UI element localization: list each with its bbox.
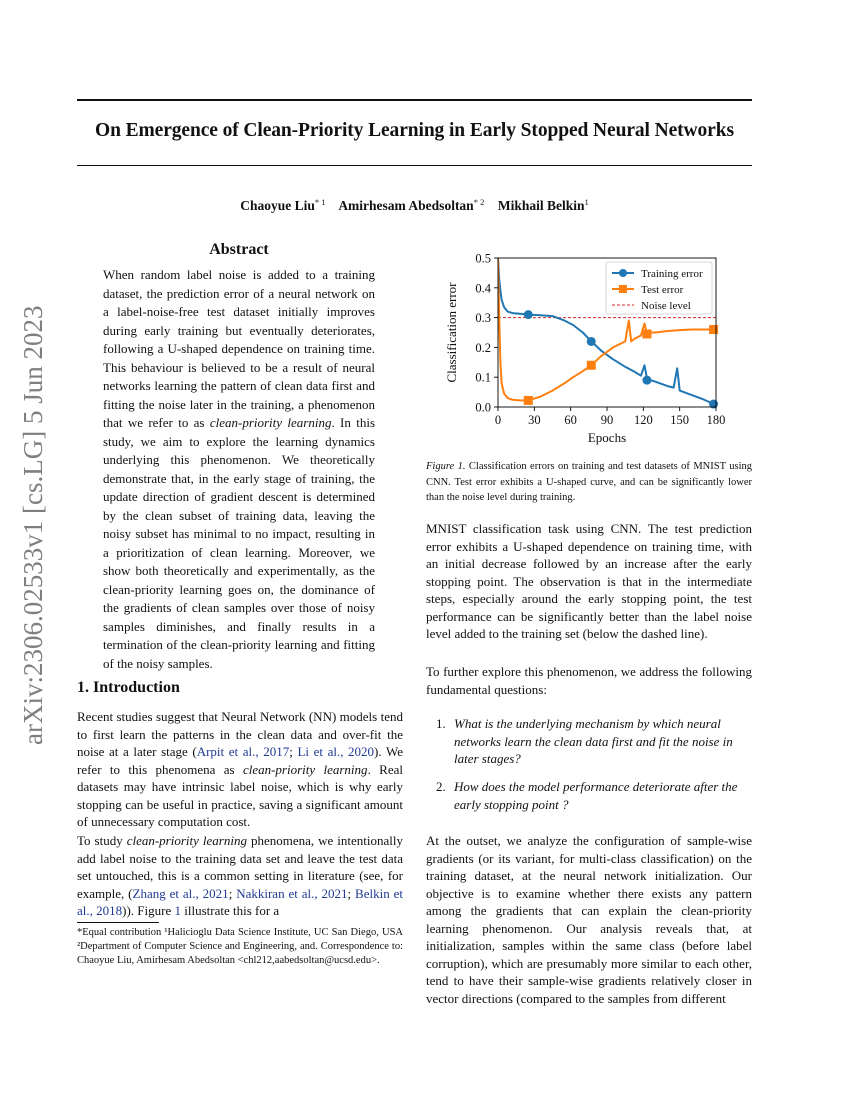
y-tick-label: 0.4: [475, 281, 491, 296]
y-tick-label: 0.1: [475, 370, 491, 385]
author-mark: * 2: [473, 197, 485, 207]
citation-link[interactable]: Li et al., 2020: [297, 744, 375, 759]
legend-label: Test error: [641, 284, 684, 296]
data-point: [587, 361, 596, 370]
x-axis-label: Epochs: [587, 430, 627, 445]
right-paragraph-1: MNIST classification task using CNN. The test prediction error exhibits a U-shaped dependence on training time, with an initial decrease followed by an increase after the early stopping point. The observation is that in the intermediate steps, especially around the early stopping point, the test performance can be significantly better than the label noise level added to the training set (below the dashed line).: [426, 521, 752, 641]
figure-caption: [426, 459, 752, 506]
text-run: phenomena, we intentionally add label noise to the training data set and leave the test data set untouched, this is a common setting in literature (see, for example, (: [77, 833, 403, 901]
footnote-rule: [77, 922, 159, 923]
citation-link[interactable]: Belkin et al., 2018: [77, 885, 403, 918]
legend-label: Training error: [641, 268, 703, 280]
author-name: Amirhesam Abedsoltan: [338, 198, 474, 213]
x-tick-label: 180: [706, 413, 726, 427]
data-point: [709, 325, 718, 334]
author-mark: 1: [584, 197, 589, 207]
text-run: ). We refer to this phenomena as: [77, 744, 403, 777]
author-mark: * 1: [314, 197, 326, 207]
data-point: [642, 329, 651, 338]
y-axis-label: Classification error: [444, 282, 459, 383]
legend-marker: [619, 269, 627, 277]
text-run: . Real datasets may have intrinsic label noise, which is why early stopping can be useful in practice, saving a significant amount of unnecessary computation cost.: [77, 761, 403, 829]
abstract-heading: Abstract: [209, 241, 269, 258]
x-tick-label: 30: [528, 413, 541, 427]
abstract-emphasis: clean-priority learning: [209, 415, 332, 430]
section-heading-introduction: 1. Introduction: [77, 679, 180, 696]
y-tick-label: 0.3: [475, 311, 491, 326]
data-point: [642, 376, 651, 385]
text-run: To study: [77, 833, 127, 848]
text-emphasis: clean-priority learning: [242, 761, 368, 777]
question-1: [436, 715, 752, 768]
citation-link[interactable]: Arpit et al., 2017: [196, 744, 290, 759]
caption-text: Classification errors on training and test datasets of MNIST using CNN. Test error exhibits a U-shaped curve, and can be significantly lower than the noise level during training.: [426, 461, 752, 503]
title-rule-bottom: [77, 165, 752, 166]
citation-link[interactable]: Nakkiran et al., 2021: [236, 885, 348, 901]
legend-label: Noise level: [641, 300, 691, 312]
text-run: illustrate this for a: [181, 903, 280, 918]
legend-marker: [619, 285, 627, 293]
x-tick-label: 150: [670, 413, 690, 427]
list-text: What is the underlying mechanism by which neural networks learn the clean data first and fit the noise in later stages?: [454, 716, 733, 766]
x-tick-label: 120: [633, 413, 653, 427]
data-point: [524, 396, 533, 405]
footnote: *Equal contribution ¹Halicioglu Data Science Institute, UC San Diego, USA ²Department of Computer Science and Engineering, and. Correspondence to: Chaoyue Liu, Amirhesam Abedsoltan <chl212,aabedsoltan@ucsd.edu>.: [77, 927, 403, 966]
abstract-part: . In this study, we aim to explore the learning dynamics underlying this phenomenon. We theoretically demonstrate that, in the early stage of training, the update direction of gradient descent is determined by the clean subset of training data, leaving the noisy subset has minimal to no impact, resulting in a prioritization of clean learning. Moreover, we show both theoretically and experimentally, as the clean-priority learning goes on, the dominance of the gradients of clean samples over those of noisy samples diminishes, and finally results in a termination of the clean-priority learning and fitting of the noisy samples.: [103, 415, 375, 671]
right-paragraph-2: To further explore this phenomenon, we address the following fundamental questions:: [426, 664, 752, 697]
y-tick-label: 0.5: [475, 251, 491, 266]
paper-title: On Emergence of Clean-Priority Learning in Early Stopped Neural Networks: [95, 120, 734, 141]
author-name: Mikhail Belkin: [497, 198, 585, 213]
y-tick-label: 0.2: [475, 340, 491, 355]
arxiv-stamp: arXiv:2306.02533v1 [cs.LG] 5 Jun 2023: [18, 305, 48, 745]
y-tick-label: 0.0: [475, 400, 491, 415]
x-tick-label: 0: [494, 413, 502, 427]
list-number: 2.: [436, 779, 446, 794]
data-point: [524, 310, 533, 319]
abstract-text: [103, 266, 375, 673]
figure-ref-link[interactable]: 1: [174, 903, 181, 918]
figure-label: Figure 1.: [426, 461, 466, 472]
abstract-part: When random label noise is added to a training dataset, the prediction error of a neural network on a label-noise-free test dataset initially improves during early training but eventually deteriorates, following a U-shaped dependence on training time. This behaviour is believed to be a result of neural networks learning the pattern of clean data first and fitting the noise later in the training, a phenomenon that we refer to as: [103, 267, 375, 430]
text-run: Recent studies suggest that Neural Network (NN) models tend to first learn the patterns in the clean data and over-fit the noise at a later stage (: [77, 709, 403, 759]
x-tick-label: 60: [564, 413, 577, 427]
list-number: 1.: [436, 716, 446, 731]
citation-link[interactable]: Zhang et al., 2021: [132, 885, 229, 901]
x-tick-label: 90: [600, 413, 614, 427]
text-run: )). Figure: [122, 903, 175, 918]
author-list: [77, 197, 752, 214]
text-emphasis: clean-priority learning: [126, 833, 247, 848]
list-text: How does the model performance deteriorate after the early stopping point ?: [454, 779, 738, 812]
title-rule-top: [77, 99, 752, 101]
intro-paragraph-2: To study clean-priority learning phenomena, we intentionally add label noise to the training data set and leave the test data set untouched, this is a common setting in literature (see, for example, (Zhang et al., 2021; Nakkiran et al., 2021; Belkin et al., 2018)). Figure 1 illustrate this for a: [77, 833, 403, 918]
intro-paragraph-1: [77, 708, 403, 831]
author-name: Chaoyue Liu: [240, 198, 315, 213]
question-2: [436, 778, 752, 813]
data-point: [587, 337, 596, 346]
figure-1-chart: [438, 250, 738, 450]
right-paragraph-3: At the outset, we analyze the configuration of sample-wise gradients (or its variant, for multi-class classification) on the training dataset, at the neural network initialization. Our objective is to examine whether there exists any pattern among the gradients that can explain the clean-priority learning phenomenon. Our analysis reveals that, at initialization, samples within the same class (before label corruption), which are presumably more similar to each other, tend to have their sample-wise gradients relatively closer in vector directions (compared to the samples from different: [426, 833, 752, 1006]
text-run: ;: [289, 744, 298, 759]
